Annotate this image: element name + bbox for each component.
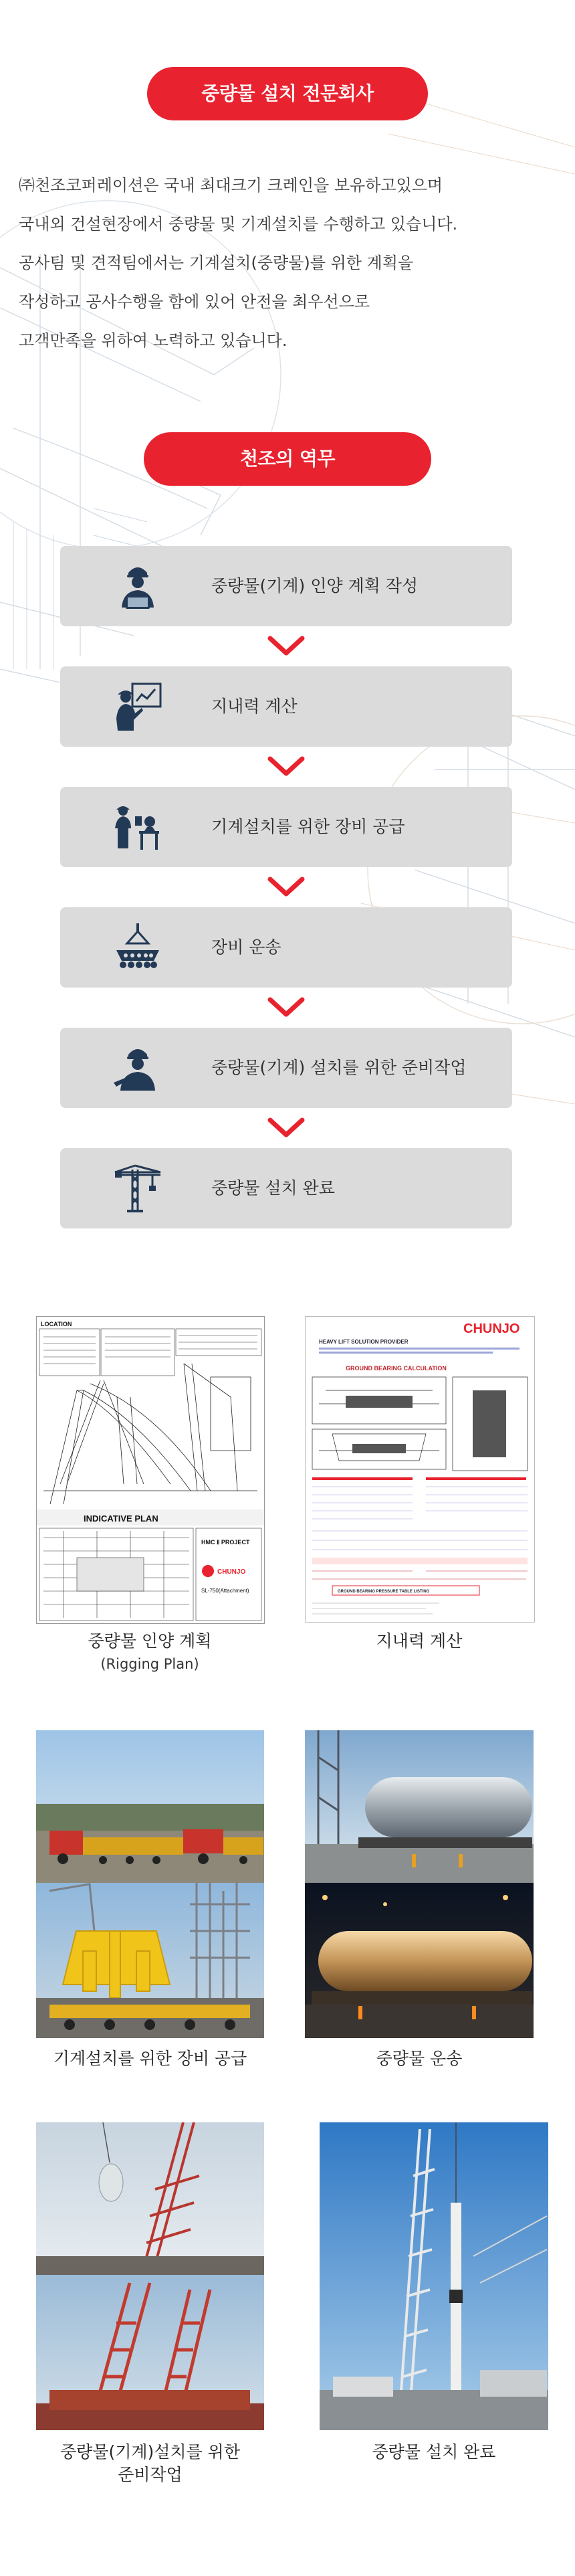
role-step-label: 기계설치를 위한 장비 공급 bbox=[211, 817, 405, 836]
chevron-down-icon bbox=[267, 997, 305, 1017]
worker-equipment-icon bbox=[112, 802, 163, 852]
gallery-caption-ground-bearing bbox=[305, 1630, 534, 1653]
svg-text:HMC Ⅱ PROJECT: HMC Ⅱ PROJECT bbox=[201, 1539, 250, 1546]
caption-title: 지내력 계산 bbox=[376, 1631, 463, 1651]
equipment-supply-photo bbox=[36, 1730, 264, 2038]
role-step-label: 장비 운송 bbox=[211, 937, 281, 957]
role-step-installation-complete bbox=[60, 1148, 512, 1228]
svg-text:HEAVY LIFT SOLUTION PROVIDER: HEAVY LIFT SOLUTION PROVIDER bbox=[319, 1339, 409, 1345]
svg-text:LOCATION: LOCATION bbox=[41, 1321, 72, 1327]
caption-title: 기계설치를 위한 장비 공급 bbox=[53, 2049, 247, 2068]
chevron-down-icon bbox=[267, 636, 305, 656]
worker-preparation-icon bbox=[112, 1042, 163, 1093]
ground-bearing-calculation-sheet bbox=[305, 1316, 535, 1623]
role-step-preparation bbox=[60, 1028, 512, 1108]
tower-crane-icon bbox=[112, 1163, 163, 1214]
intro-line: 국내외 건설현장에서 중량물 및 기계설치를 수행하고 있습니다. bbox=[19, 215, 458, 234]
svg-text:CHUNJO: CHUNJO bbox=[217, 1568, 246, 1576]
intro-line: 고객만족을 위하여 노력하고 있습니다. bbox=[19, 331, 288, 350]
worker-presentation-icon bbox=[112, 681, 163, 732]
role-step-transport bbox=[60, 907, 512, 988]
intro-line: 작성하고 공사수행을 함에 있어 안전을 최우선으로 bbox=[19, 292, 370, 311]
engineer-laptop-icon bbox=[112, 561, 163, 612]
gallery-caption-equipment-supply bbox=[36, 2047, 264, 2070]
role-step-label: 중량물(기계) 설치를 위한 준비작업 bbox=[211, 1058, 467, 1077]
preparation-work-photo bbox=[36, 2122, 264, 2430]
caption-title: 중량물 인양 계획 bbox=[88, 1631, 212, 1651]
role-step-equipment-supply bbox=[60, 787, 512, 867]
gallery-caption-heavy-transport bbox=[305, 2047, 534, 2070]
role-step-label: 중량물(기계) 인양 계획 작성 bbox=[211, 576, 418, 595]
rigging-plan-drawing bbox=[36, 1316, 265, 1624]
intro-line: 공사팀 및 견적팀에서는 기계설치(중량물)를 위한 계획을 bbox=[19, 254, 414, 272]
caption-title: 중량물 설치 완료 bbox=[372, 2442, 496, 2462]
gallery-caption-rigging-plan bbox=[36, 1630, 263, 1675]
caption-title: 중량물(기계)설치를 위한 bbox=[60, 2442, 240, 2462]
role-step-label: 지내력 계산 bbox=[211, 697, 298, 716]
intro-paragraph bbox=[19, 166, 560, 360]
company-title-pill: 중량물 설치 전문회사 bbox=[147, 67, 428, 120]
gallery-caption-preparation bbox=[36, 2441, 264, 2486]
heavy-transport-photo bbox=[305, 1730, 534, 2038]
installation-complete-photo bbox=[320, 2122, 548, 2430]
svg-text:INDICATIVE PLAN: INDICATIVE PLAN bbox=[84, 1513, 158, 1524]
role-step-ground-bearing bbox=[60, 666, 512, 747]
svg-text:GROUND BEARING CALCULATION: GROUND BEARING CALCULATION bbox=[346, 1365, 447, 1372]
transport-trailer-icon bbox=[112, 922, 163, 973]
svg-text:CHUNJO: CHUNJO bbox=[463, 1321, 520, 1336]
caption-title-line2: 준비작업 bbox=[118, 2465, 183, 2484]
chevron-down-icon bbox=[267, 877, 305, 897]
chevron-down-icon bbox=[267, 1117, 305, 1137]
intro-line: ㈜천조코퍼레이션은 국내 최대크기 크레인을 보유하고있으며 bbox=[19, 176, 443, 195]
svg-text:GROUND BEARING PRESSURE TABLE: GROUND BEARING PRESSURE TABLE LISTING bbox=[338, 1590, 430, 1594]
role-step-label: 중량물 설치 완료 bbox=[211, 1178, 335, 1198]
chevron-down-icon bbox=[267, 756, 305, 776]
caption-subtitle: (Rigging Plan) bbox=[100, 1656, 199, 1672]
role-step-lifting-plan bbox=[60, 546, 512, 626]
caption-title: 중량물 운송 bbox=[376, 2049, 463, 2068]
roles-title-pill: 천조의 역무 bbox=[144, 432, 431, 486]
svg-text:SL-750(Attachment): SL-750(Attachment) bbox=[201, 1588, 249, 1594]
gallery-caption-installation-complete bbox=[320, 2441, 548, 2464]
